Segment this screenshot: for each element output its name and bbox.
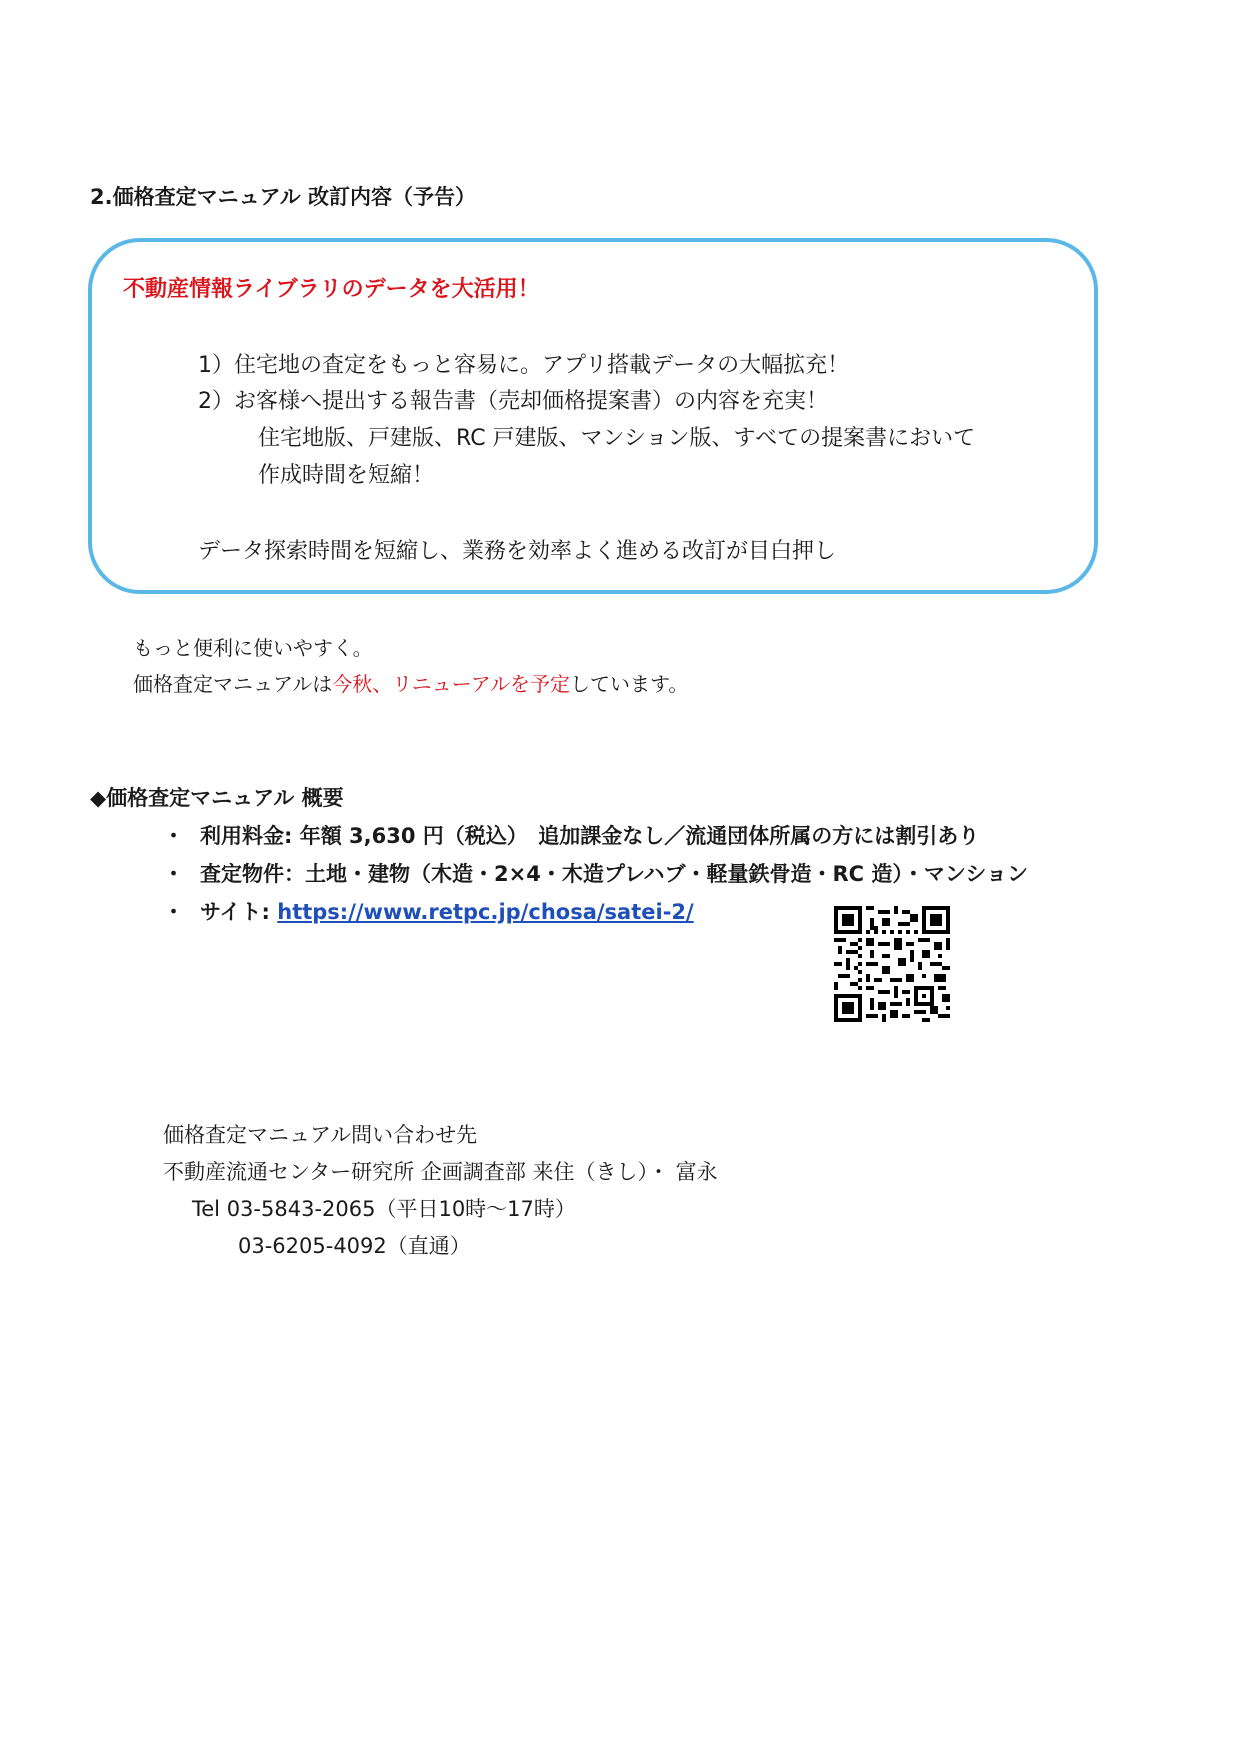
overview-site xyxy=(200,896,694,926)
notice-highlight: 今秋、リニューアルを予定 xyxy=(332,672,571,696)
contact-title: 価格査定マニュアル問い合わせ先 xyxy=(163,1123,478,1147)
notice-suffix: しています。 xyxy=(570,672,689,696)
callout-heading: 不動産情報ライブラリのデータを大活用！ xyxy=(123,277,540,302)
callout-line-4: 作成時間を短縮！ xyxy=(258,463,435,488)
contact-tel-direct: 03-6205-4092（直通） xyxy=(238,1234,471,1258)
bullet-icon: ・ xyxy=(163,862,184,886)
site-link[interactable]: https://www.retpc.jp/chosa/satei-2/ xyxy=(277,900,694,924)
bullet-icon: ・ xyxy=(163,900,184,924)
section-title: 2.価格査定マニュアル 改訂内容（予告） xyxy=(90,185,477,209)
qr-code-icon xyxy=(834,906,950,1022)
notice-line-1: もっと便利に使いやすく。 xyxy=(133,636,373,660)
overview-fee: 利用料金: 年額 3,630 円（税込） 追加課金なし／流通団体所属の方には割引あり xyxy=(200,824,980,848)
overview-properties: 査定物件：土地・建物（木造・2×4・木造プレハブ・軽量鉄骨造・RC 造）・マンション xyxy=(200,862,1028,886)
notice-prefix: 価格査定マニュアルは xyxy=(133,672,333,696)
site-label: サイト: xyxy=(200,900,278,924)
contact-tel-main: Tel 03-5843-2065（平日10時～17時） xyxy=(192,1197,576,1221)
overview-title: ◆価格査定マニュアル 概要 xyxy=(90,786,344,810)
contact-org: 不動産流通センター研究所 企画調査部 来住（きし）・ 富永 xyxy=(163,1160,718,1184)
callout-line-1: 1）住宅地の査定をもっと容易に。アプリ搭載データの大幅拡充！ xyxy=(198,353,850,378)
callout-line-5: データ探索時間を短縮し、業務を効率よく進める改訂が目白押し xyxy=(198,539,837,564)
callout-line-2: 2）お客様へ提出する報告書（売却価格提案書）の内容を充実！ xyxy=(198,389,828,414)
bullet-icon: ・ xyxy=(163,824,184,848)
callout-line-3: 住宅地版、戸建版、RC 戸建版、マンション版、すべての提案書において xyxy=(258,426,976,451)
notice-line-2 xyxy=(133,668,688,697)
